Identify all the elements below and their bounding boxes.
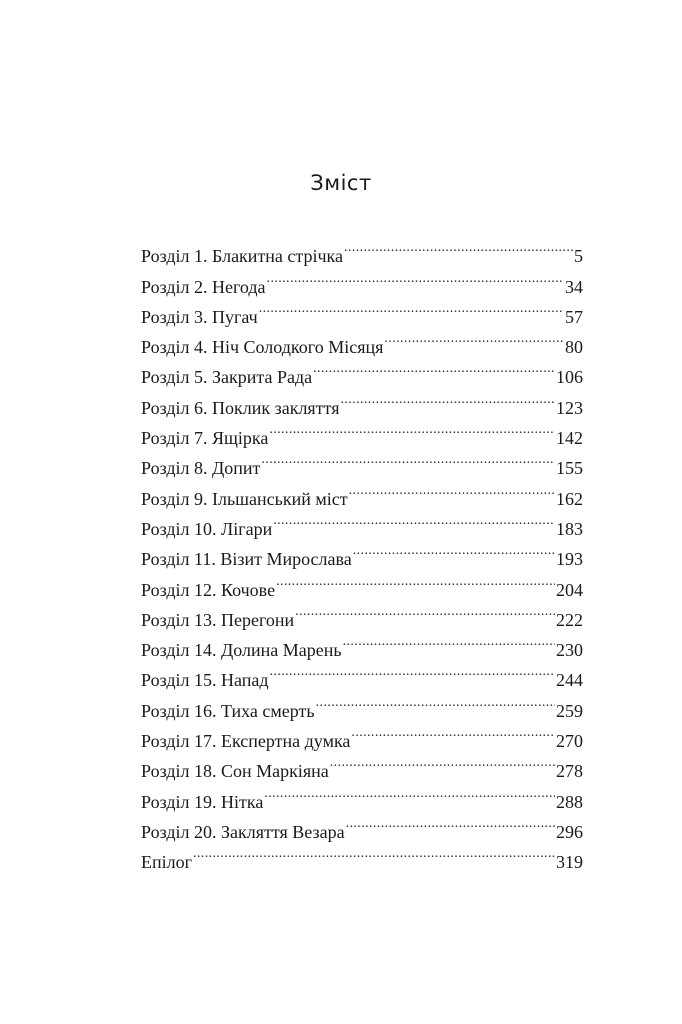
dot-leader [264, 777, 555, 807]
toc-entry [141, 232, 583, 267]
toc-entry-page-number: 244 [556, 670, 583, 691]
dot-leader [270, 656, 555, 686]
toc-entry-label: Епілог [141, 852, 192, 873]
toc-entry-label: Розділ 14. Долина Марень [141, 640, 342, 661]
toc-entry-label: Розділ 19. Нітка [141, 791, 264, 812]
dot-leader [384, 323, 564, 353]
toc-entry-label: Розділ 17. Експертна думка [141, 731, 351, 752]
toc-entry-label: Розділ 9. Ільшанський міст [141, 488, 348, 509]
toc-entry-label: Розділ 5. Закрита Рада [141, 367, 313, 388]
dot-leader [295, 596, 555, 626]
toc-entry-label: Розділ 7. Ящірка [141, 428, 269, 449]
toc-entry-label: Розділ 10. Лігари [141, 518, 273, 539]
dot-leader [259, 293, 564, 323]
toc-entry-page-number: 106 [556, 367, 583, 388]
toc-entry-label: Розділ 13. Перегони [141, 609, 295, 630]
toc-entry-page-number: 270 [556, 731, 583, 752]
dot-leader [261, 444, 555, 474]
page-title: Зміст [310, 171, 372, 195]
toc-entry-page-number: 162 [556, 488, 583, 509]
toc-entry-label: Розділ 3. Пугач [141, 306, 258, 327]
dot-leader [276, 565, 555, 595]
toc-entry-label: Розділ 1. Блакитна стрічка [141, 246, 344, 267]
toc-entry-page-number: 259 [556, 700, 583, 721]
dot-leader [344, 232, 573, 262]
toc-entry-label: Розділ 2. Негода [141, 276, 266, 297]
dot-leader [316, 686, 555, 716]
toc-entry-label: Розділ 8. Допит [141, 458, 261, 479]
dot-leader [330, 747, 555, 777]
toc-entry-page-number: 5 [574, 246, 583, 267]
toc-entry-page-number: 142 [556, 428, 583, 449]
dot-leader [346, 808, 555, 838]
toc-entry-page-number: 222 [556, 609, 583, 630]
toc-entry-page-number: 57 [565, 306, 583, 327]
toc-entry-page-number: 230 [556, 640, 583, 661]
toc-entry-page-number: 155 [556, 458, 583, 479]
toc-entry-page-number: 183 [556, 518, 583, 539]
dot-leader [343, 626, 555, 656]
toc-entry-page-number: 193 [556, 549, 583, 570]
toc-entry-label: Розділ 6. Поклик закляття [141, 397, 340, 418]
dot-leader [351, 717, 555, 747]
toc-entry-page-number: 80 [565, 337, 583, 358]
toc-entry-page-number: 288 [556, 791, 583, 812]
dot-leader [267, 262, 564, 292]
toc-entry-page-number: 34 [565, 276, 583, 297]
toc-entry-page-number: 278 [556, 761, 583, 782]
dot-leader [193, 838, 555, 868]
dot-leader [349, 474, 555, 504]
dot-leader [269, 414, 555, 444]
dot-leader [313, 353, 555, 383]
dot-leader [353, 535, 555, 565]
toc-entry-page-number: 204 [556, 579, 583, 600]
dot-leader [273, 505, 555, 535]
toc-entry-label: Розділ 18. Сон Маркіяна [141, 761, 329, 782]
toc-entry-page-number: 123 [556, 397, 583, 418]
toc-entry-label: Розділ 16. Тиха смерть [141, 700, 315, 721]
toc-entry-label: Розділ 11. Візит Мирослава [141, 549, 352, 570]
toc-entry-label: Розділ 15. Напад [141, 670, 269, 691]
toc-entry-label: Розділ 4. Ніч Солодкого Місяця [141, 337, 384, 358]
table-of-contents [141, 232, 583, 873]
dot-leader [340, 383, 555, 413]
toc-entry-label: Розділ 20. Закляття Везара [141, 821, 345, 842]
toc-entry-label: Розділ 12. Кочове [141, 579, 276, 600]
toc-entry-page-number: 296 [556, 821, 583, 842]
toc-entry [141, 838, 583, 873]
toc-entry-page-number: 319 [556, 852, 583, 873]
